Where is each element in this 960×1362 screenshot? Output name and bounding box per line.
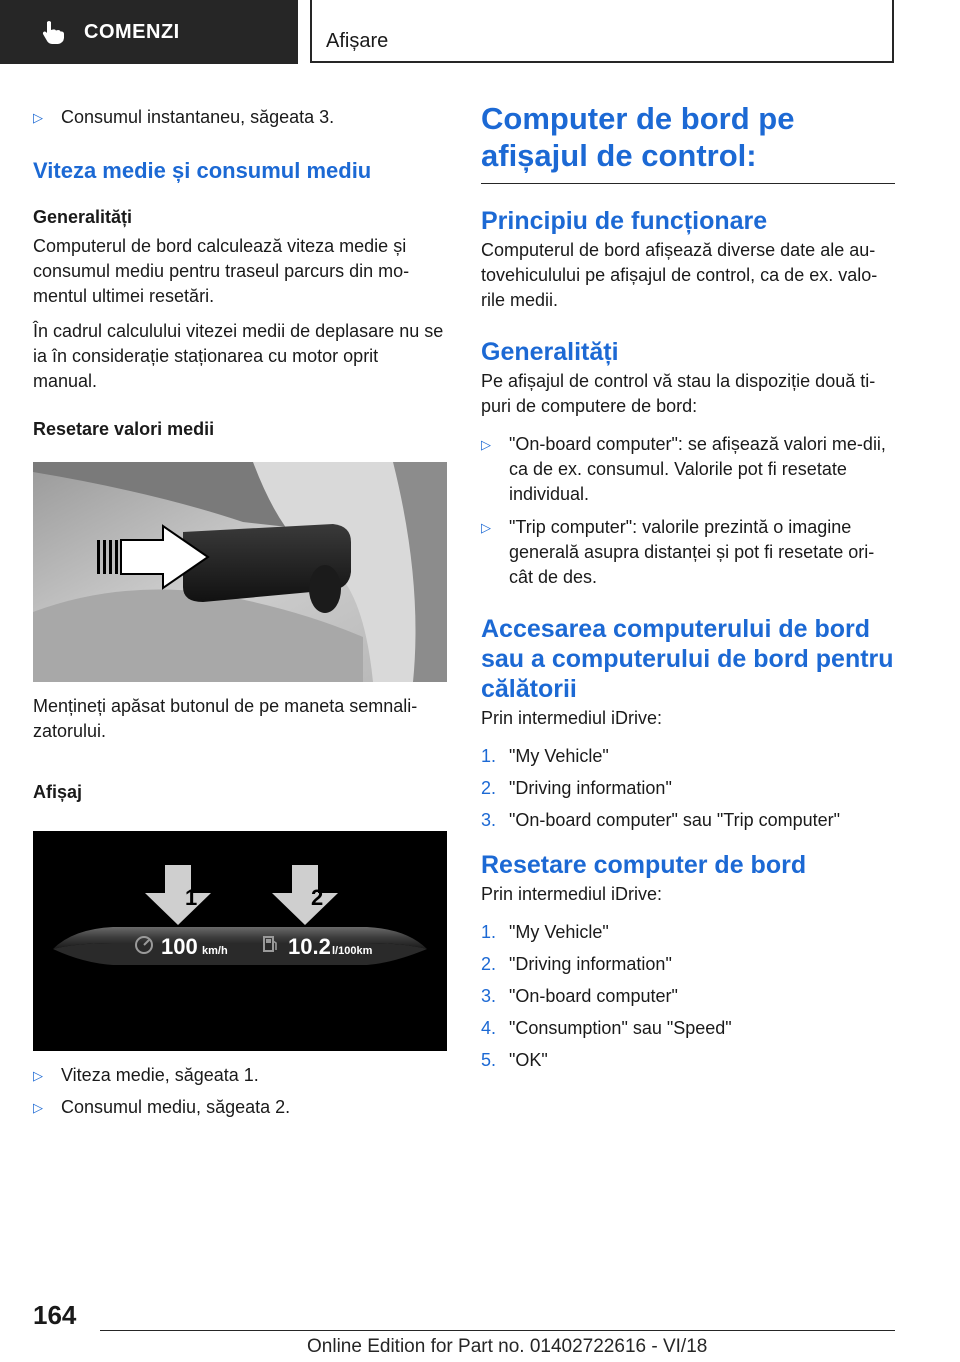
figure-caption: Mențineți apăsat butonul de pe maneta semnali-zatorului. <box>33 696 418 741</box>
bullet-text: "Trip computer": valorile prezintă o imagine generală asupra distanței și pot fi resetate ori-cât de des. <box>509 517 875 587</box>
step-number: 1. <box>481 746 497 766</box>
list-item <box>481 744 895 769</box>
step-number: 3. <box>481 810 497 830</box>
title-rule <box>481 183 895 184</box>
list-item <box>481 920 895 945</box>
section-heading: Accesarea computerului de bord sau a computerului de bord pentru călătorii <box>481 615 894 703</box>
step-text: "My Vehicle" <box>509 922 609 942</box>
step-text: "Driving information" <box>509 778 672 798</box>
left-column <box>33 100 447 1120</box>
subheading: Resetare valori medii <box>33 419 215 439</box>
paragraph: Computerul de bord afișează diverse date ale au-tovehiculului pe afișajul de control, ca de ex. valo-rile medii. <box>481 240 878 310</box>
chapter-tab <box>0 0 298 64</box>
bullet-text: Viteza medie, săgeata 1. <box>61 1065 259 1085</box>
bullet-text: Consumul mediu, săgeata 2. <box>61 1097 291 1117</box>
list-item <box>481 808 895 833</box>
chapter-label: COMENZI <box>84 20 180 43</box>
paragraph: Prin intermediul iDrive: <box>481 708 663 728</box>
paragraph: În cadrul calculului vitezei medii de deplasare nu se ia în considerație staționarea cu motor oprit manual. <box>33 321 444 391</box>
pointing-hand-icon <box>40 19 66 45</box>
step-number: 5. <box>481 1050 497 1070</box>
consumption-value: 10.2 <box>288 934 331 959</box>
bullet-text: Consumul instantaneu, săgeata 3. <box>61 107 335 127</box>
arrow-label: 1 <box>185 885 198 910</box>
triangle-bullet-icon: ▷ <box>481 437 491 452</box>
step-text: "Driving information" <box>509 954 672 974</box>
step-text: "On-board computer" sau "Trip computer" <box>509 810 841 830</box>
reset-steps <box>481 920 895 1073</box>
edition-note: Online Edition for Part no. 01402722616 - VI/18 <box>307 1336 708 1357</box>
section-header <box>310 0 894 63</box>
triangle-bullet-icon: ▷ <box>33 110 43 125</box>
triangle-bullet-icon: ▷ <box>33 1100 43 1115</box>
paragraph: Computerul de bord calculează viteza medie și consumul mediu pentru traseul parcurs din mo-mentul ultimei resetări. <box>33 236 410 306</box>
step-text: "My Vehicle" <box>509 746 609 766</box>
consumption-unit: l/100km <box>332 945 373 957</box>
list-item <box>481 776 895 801</box>
subheading: Afișaj <box>33 782 83 802</box>
page-title: Computer de bord pe afișajul de control: <box>481 101 795 173</box>
step-text: "On-board computer" <box>509 986 678 1006</box>
speed-unit: km/h <box>202 945 228 957</box>
turn-signal-lever-figure <box>33 462 447 682</box>
list-item <box>481 432 895 507</box>
step-number: 2. <box>481 954 497 974</box>
step-text: "OK" <box>509 1050 548 1070</box>
list-item <box>33 1095 447 1120</box>
list-item <box>481 1016 895 1041</box>
list-item <box>481 1048 895 1073</box>
arrow-label: 2 <box>311 885 324 910</box>
list-item <box>33 1063 447 1088</box>
subheading: Generalități <box>33 207 133 227</box>
bullet-text: "On-board computer": se afișează valori me-dii, ca de ex. consumul. Valorile pot fi resetate individual. <box>509 434 886 504</box>
access-steps <box>481 744 895 833</box>
step-number: 1. <box>481 922 497 942</box>
page-number: 164 <box>33 1300 77 1330</box>
step-number: 2. <box>481 778 497 798</box>
list-item <box>33 105 447 130</box>
step-number: 3. <box>481 986 497 1006</box>
list-item <box>481 952 895 977</box>
list-item <box>481 984 895 1009</box>
section-heading: Resetare computer de bord <box>481 851 807 879</box>
section-heading: Generalități <box>481 338 619 366</box>
triangle-bullet-icon: ▷ <box>33 1068 43 1083</box>
section-label: Afișare <box>326 30 389 52</box>
footer-rule <box>100 1330 895 1331</box>
paragraph: Prin intermediul iDrive: <box>481 884 663 904</box>
instrument-display-figure <box>33 831 447 1051</box>
list-item <box>481 515 895 590</box>
speed-value: 100 <box>161 934 198 959</box>
triangle-bullet-icon: ▷ <box>481 520 491 535</box>
section-heading: Principiu de funcționare <box>481 207 768 235</box>
step-text: "Consumption" sau "Speed" <box>509 1018 732 1038</box>
right-column <box>481 100 895 1080</box>
step-number: 4. <box>481 1018 497 1038</box>
paragraph: Pe afișajul de control vă stau la dispoziție două ti-puri de computere de bord: <box>481 371 876 416</box>
section-heading: Viteza medie și consumul mediu <box>33 158 372 183</box>
